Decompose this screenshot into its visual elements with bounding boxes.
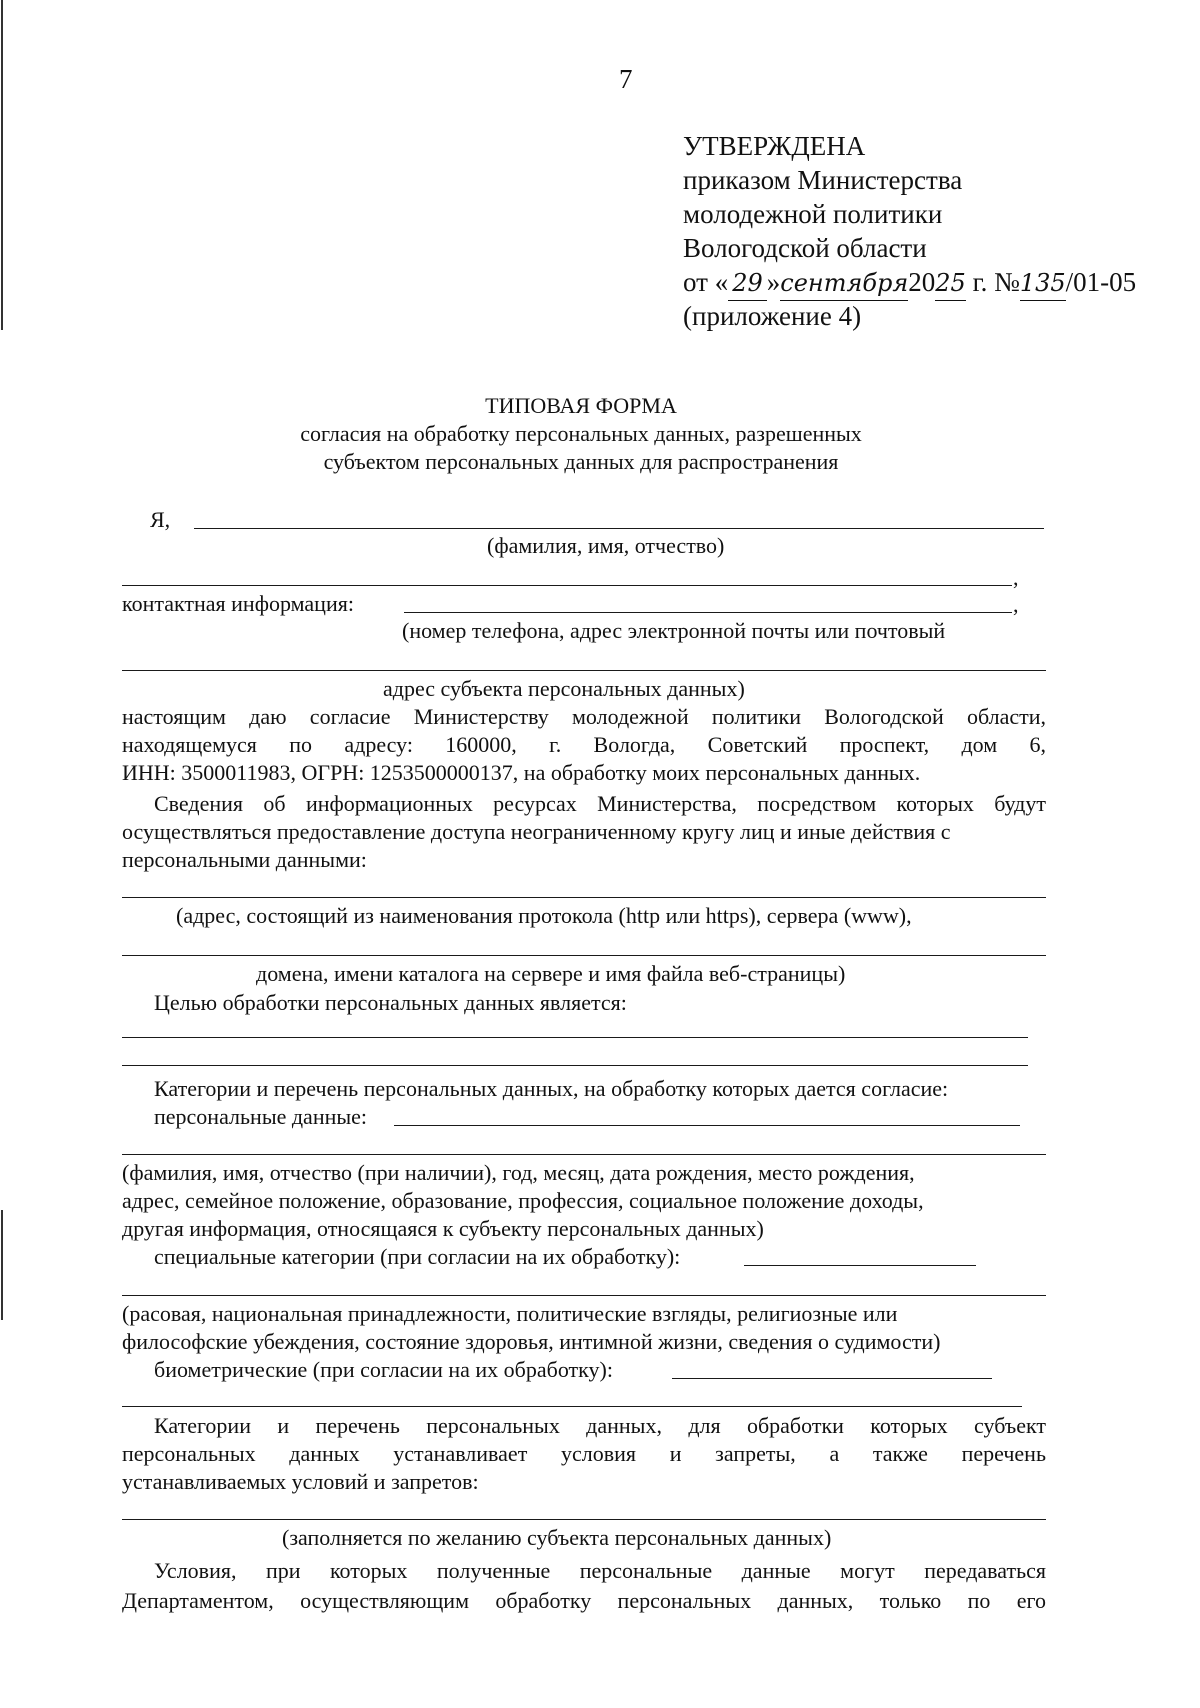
personal-hint-3: другая информация, относящаяся к субъекту персональных данных) [122, 1216, 764, 1241]
special-hint-2: философские убеждения, состояние здоровья, интимной жизни, сведения о судимости) [122, 1329, 941, 1354]
purpose-field-1[interactable] [122, 1037, 1028, 1038]
date-year-prefix: 20 [908, 267, 936, 297]
transfer-line-2: Департаментом, осуществляющим обработку персональных данных, только по его [122, 1588, 1046, 1613]
approval-date-line [683, 266, 1136, 301]
approval-line-1: приказом Министерства [683, 165, 963, 195]
approval-appendix: (приложение 4) [683, 301, 862, 331]
order-number-suffix: /01-05 [1065, 267, 1137, 297]
personal-data-continuation-field[interactable] [122, 1154, 1046, 1155]
conditions-field[interactable] [122, 1519, 1046, 1520]
conditions-line-1: Категории и перечень персональных данных, для обработки которых субъект [154, 1413, 1046, 1438]
special-categories-field[interactable] [744, 1265, 976, 1266]
i-label: Я, [150, 507, 171, 532]
resources-line-3: персональными данными: [122, 847, 367, 872]
scan-edge-mark [1, 1210, 3, 1320]
form-subtitle-line-1: согласия на обработку персональных данных, разрешенных [300, 421, 862, 446]
resources-line-1: Сведения об информационных ресурсах Министерства, посредством которых будут [154, 791, 1046, 816]
resources-line-2: осуществляться предоставление доступа неограниченному кругу лиц и иные действия с [122, 819, 951, 844]
contact-hint-2: адрес субъекта персональных данных) [383, 676, 745, 701]
date-year-unit: г. № [965, 267, 1020, 297]
biometric-label: биометрические (при согласии на их обработку): [154, 1357, 613, 1382]
special-categories-label: специальные категории (при согласии на их обработку): [154, 1244, 681, 1269]
fio-field[interactable] [194, 528, 1044, 529]
contact-label: контактная информация: [122, 591, 354, 616]
form-subtitle-line-2: субъектом персональных данных для распространения [323, 449, 839, 474]
fio-continuation-field[interactable] [122, 585, 1012, 586]
biometric-field[interactable] [672, 1378, 992, 1379]
categories-label: Категории и перечень персональных данных, на обработку которых дается согласие: [154, 1076, 949, 1101]
optional-hint: (заполняется по желанию субъекта персональных данных) [282, 1525, 832, 1550]
conditions-line-2: персональных данных устанавливает условия и запреты, а также перечень [122, 1441, 1046, 1466]
consent-line-3: ИНН: 3500011983, ОГРН: 1253500000137, на обработку моих персональных данных. [122, 760, 921, 785]
personal-hint-1: (фамилия, имя, отчество (при наличии), год, месяц, дата рождения, место рождения, [122, 1160, 915, 1185]
conditions-line-3: устанавливаемых условий и запретов: [122, 1469, 479, 1494]
comma: , [1013, 565, 1019, 590]
approval-line-3: Вологодской области [683, 233, 927, 263]
approval-title: УТВЕРЖДЕНА [683, 131, 866, 161]
biometric-continuation-field[interactable] [122, 1406, 1022, 1407]
contact-hint-1: (номер телефона, адрес электронной почты или почтовый [402, 618, 946, 643]
page-number: 7 [619, 64, 633, 94]
date-month: сентября [780, 267, 908, 301]
consent-line-1: настоящим даю согласие Министерству молодежной политики Вологодской области, [122, 704, 1046, 729]
fio-hint: (фамилия, имя, отчество) [487, 533, 725, 558]
personal-hint-2: адрес, семейное положение, образование, профессия, социальное положение доходы, [122, 1188, 924, 1213]
contact-continuation-field[interactable] [122, 670, 1046, 671]
resource-url-continuation-field[interactable] [122, 955, 1046, 956]
scan-edge-mark [1, 0, 3, 330]
personal-data-label: персональные данные: [154, 1104, 368, 1129]
resource-url-field[interactable] [122, 897, 1046, 898]
transfer-line-1: Условия, при которых полученные персональные данные могут передаваться [154, 1558, 1046, 1583]
contact-field[interactable] [404, 612, 1012, 613]
date-quote-close: » [766, 267, 781, 297]
personal-data-field[interactable] [394, 1125, 1020, 1126]
form-title: ТИПОВАЯ ФОРМА [485, 393, 677, 418]
url-hint-1: (адрес, состоящий из наименования протокола (http или https), сервера (www), [176, 903, 912, 928]
approval-line-2: молодежной политики [683, 199, 943, 229]
purpose-field-2[interactable] [122, 1065, 1028, 1066]
date-year-suffix: 25 [935, 267, 966, 301]
comma: , [1013, 592, 1019, 617]
date-day: 29 [728, 267, 767, 301]
date-prefix: от « [683, 267, 729, 297]
url-hint-2: домена, имени каталога на сервере и имя файла веб-страницы) [256, 961, 846, 986]
purpose-label: Целью обработки персональных данных является: [154, 990, 627, 1015]
special-categories-continuation-field[interactable] [122, 1295, 1046, 1296]
consent-line-2: находящемуся по адресу: 160000, г. Вологда, Советский проспект, дом 6, [122, 732, 1046, 757]
order-number-handwritten: 135 [1020, 267, 1066, 301]
special-hint-1: (расовая, национальная принадлежности, политические взгляды, религиозные или [122, 1301, 898, 1326]
